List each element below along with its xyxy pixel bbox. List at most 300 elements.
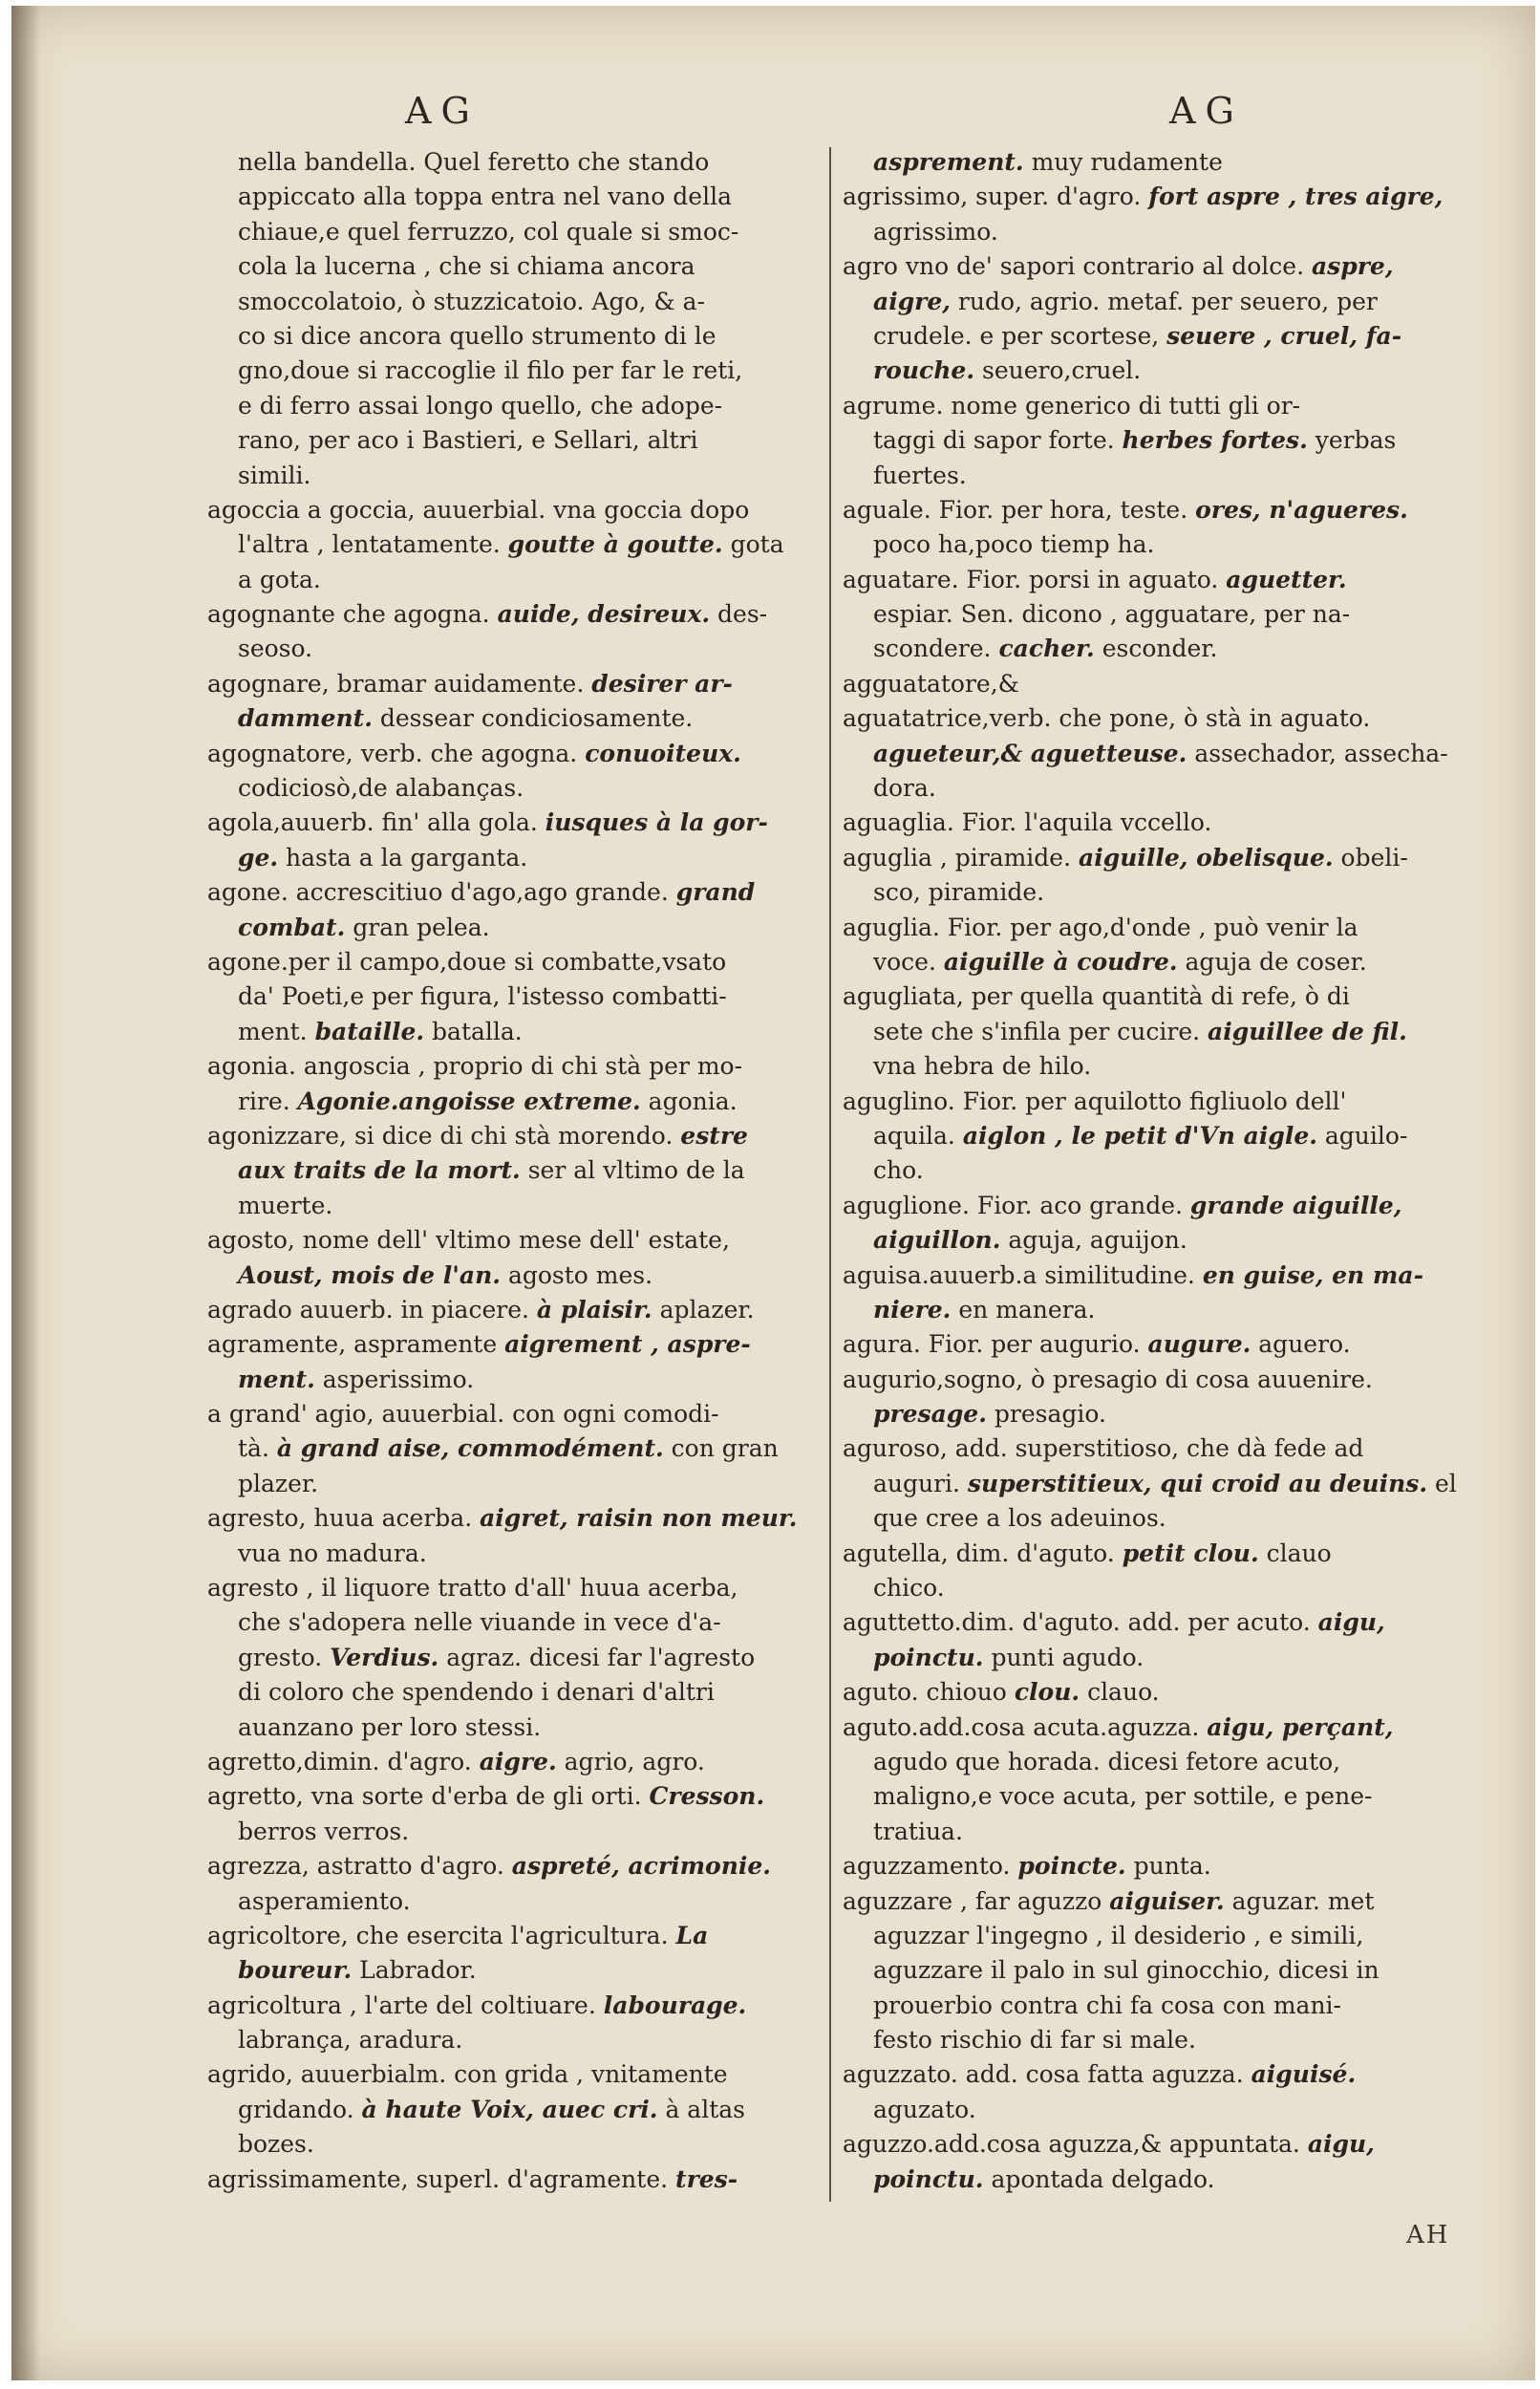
line-text: agugliata, per quella quantità di refe, ò di (843, 982, 1350, 1011)
dictionary-line (843, 1189, 1502, 1223)
line-text: agrissimamente, superl. d'agramente. (207, 2164, 669, 2193)
line-text: agognante che agogna. (207, 600, 490, 629)
line-text: sco, piramide. (873, 878, 1045, 907)
french-gloss: La (675, 1921, 709, 1949)
line-text: aguglia. Fior. per ago,d'onde , può venir la (843, 913, 1358, 941)
dictionary-line (207, 701, 819, 736)
line-text: taggi di sapor forte. (873, 426, 1115, 455)
dictionary-line (843, 319, 1502, 354)
spanish-gloss: des- (717, 600, 768, 629)
dictionary-line (207, 1431, 819, 1466)
dictionary-line (207, 145, 819, 180)
line-text: que cree a los adeuinos. (873, 1504, 1166, 1533)
dictionary-line (207, 354, 819, 388)
line-text: agricoltura , l'arte del coltiuare. (207, 1991, 596, 2019)
dictionary-line (843, 737, 1502, 771)
dictionary-line (207, 2023, 819, 2057)
line-text: appiccato alla toppa entra nel vano della (238, 183, 732, 211)
dictionary-line (843, 493, 1502, 527)
page-edge-shadow (11, 6, 40, 2380)
french-gloss: bataille. (314, 1017, 425, 1045)
dictionary-line (207, 1085, 819, 1119)
line-text: agresto , il liquore tratto d'all' huua acerba, (207, 1574, 738, 1603)
line-text: agola,auuerb. fin' alla gola. (207, 808, 538, 837)
french-gloss: agueteur,& aguetteuse. (873, 739, 1187, 767)
line-text: a gota. (238, 565, 321, 593)
line-text: bozes. (238, 2130, 314, 2159)
spanish-gloss: aguero. (1258, 1330, 1351, 1359)
dictionary-line (207, 285, 819, 319)
dictionary-line (843, 1259, 1502, 1293)
dictionary-line (843, 1015, 1502, 1049)
dictionary-line (207, 1049, 819, 1084)
line-text: fuertes. (873, 461, 967, 489)
dictionary-line (843, 1501, 1502, 1536)
french-gloss: aguetter. (1226, 565, 1347, 593)
dictionary-line (843, 2127, 1502, 2162)
dictionary-line (207, 1015, 819, 1049)
dictionary-line (207, 1919, 819, 1953)
dictionary-line (207, 493, 819, 527)
line-text: agognatore, verb. che agogna. (207, 739, 578, 767)
line-text: labrança, aradura. (238, 2026, 463, 2055)
dictionary-line (843, 701, 1502, 736)
dictionary-line (843, 1327, 1502, 1362)
dictionary-line (207, 1745, 819, 1779)
dictionary-line (843, 2023, 1502, 2057)
dictionary-line (207, 911, 819, 945)
dictionary-line (207, 841, 819, 875)
dictionary-line (207, 1189, 819, 1223)
french-gloss: clou. (1014, 1678, 1080, 1707)
spanish-gloss: el (1435, 1469, 1457, 1497)
dictionary-line (207, 319, 819, 354)
french-gloss: combat. (238, 913, 346, 941)
line-text: agrezza, astratto d'agro. (207, 1852, 504, 1881)
dictionary-line (207, 945, 819, 979)
running-head-left: AG (405, 90, 480, 132)
line-text: agone.per il campo,doue si combatte,vsato (207, 947, 727, 976)
dictionary-line (207, 423, 819, 458)
dictionary-line (843, 1119, 1502, 1153)
line-text: aguglia , piramide. (843, 843, 1072, 872)
dictionary-line (843, 1849, 1502, 1883)
french-gloss: herbes fortes. (1122, 426, 1308, 455)
dictionary-line (843, 1711, 1502, 1745)
dictionary-line (843, 771, 1502, 806)
line-text: aguisa.auuerb.a similitudine. (843, 1260, 1195, 1289)
line-text: aguto. chiouo (843, 1678, 1007, 1707)
dictionary-line (843, 215, 1502, 249)
dictionary-line (207, 771, 819, 806)
line-text: smoccolatoio, ò stuzzicatoio. Ago, & a- (238, 287, 705, 315)
dictionary-line (207, 1259, 819, 1293)
french-gloss: Verdius. (330, 1643, 439, 1671)
dictionary-line (207, 1641, 819, 1675)
spanish-gloss: punta. (1133, 1852, 1211, 1881)
line-text: agramente, aspramente (207, 1330, 498, 1359)
line-text: aguroso, add. superstitioso, che dà fede ad (843, 1434, 1364, 1463)
french-gloss: iusques à la gor- (545, 808, 768, 837)
french-gloss: à haute Voix, auec cri. (361, 2095, 658, 2123)
line-text: di coloro che spendendo i denari d'altri (238, 1678, 715, 1707)
line-text: asperamiento. (238, 1886, 411, 1915)
spanish-gloss: yerbas (1315, 426, 1397, 455)
french-gloss: grand (675, 878, 756, 907)
dictionary-line (843, 667, 1502, 701)
french-gloss: aux traits de la mort. (238, 1156, 521, 1185)
french-gloss: aiguiser. (1109, 1886, 1225, 1915)
french-gloss: ores, n'agueres. (1195, 495, 1408, 524)
dictionary-line (207, 1363, 819, 1397)
line-text: aguzzamento. (843, 1852, 1011, 1881)
dictionary-line (843, 1675, 1502, 1710)
line-text: tà. (238, 1434, 269, 1463)
french-gloss: presage. (873, 1400, 987, 1429)
french-gloss: conuoiteux. (585, 739, 741, 767)
dictionary-line (843, 1363, 1502, 1397)
line-text: maligno,e voce acuta, per sottile, e pene- (873, 1782, 1373, 1811)
dictionary-line (843, 389, 1502, 423)
french-gloss: asprement. (873, 148, 1024, 176)
french-gloss: aigu, (1307, 2130, 1375, 2159)
spanish-gloss: aguzar. met (1231, 1886, 1375, 1915)
line-text: cola la lucerna , che si chiama ancora (238, 252, 695, 281)
line-text: co si dice ancora quello strumento di le (238, 321, 717, 350)
line-text: muerte. (238, 1191, 333, 1219)
line-text: aguale. Fior. per hora, teste. (843, 495, 1188, 524)
dictionary-line (843, 1293, 1502, 1327)
line-text: agoccia a goccia, auuerbial. vna goccia dopo (207, 495, 750, 524)
french-gloss: damment. (238, 704, 373, 733)
dictionary-line (207, 1711, 819, 1745)
french-gloss: superstitieux, qui croid au deuins. (967, 1469, 1428, 1497)
french-gloss: aigre. (479, 1747, 557, 1776)
french-gloss: seuere , cruel, fa- (1166, 321, 1402, 350)
line-text: crudele. e per scortese, (873, 321, 1160, 350)
line-text: espiar. Sen. dicono , agguatare, per na- (873, 600, 1351, 629)
line-text: aguaglia. Fior. l'aquila vccello. (843, 808, 1212, 837)
line-text: aguatare. Fior. porsi in aguato. (843, 565, 1219, 593)
dictionary-line (843, 2093, 1502, 2127)
line-text: agosto, nome dell' vltimo mese dell' estate, (207, 1226, 730, 1255)
line-text: aguttetto.dim. d'aguto. add. per acuto. (843, 1608, 1311, 1637)
line-text: chiaue,e quel ferruzzo, col quale si smoc- (238, 217, 739, 246)
line-text: agguatatore,& (843, 669, 1019, 698)
dictionary-line (207, 597, 819, 632)
dictionary-line (207, 527, 819, 562)
running-head-right: AG (1169, 90, 1244, 132)
dictionary-line (843, 2057, 1502, 2092)
spanish-gloss: agonia. (648, 1087, 738, 1115)
dictionary-line (207, 737, 819, 771)
dictionary-line (207, 389, 819, 423)
line-text: gridando. (238, 2095, 354, 2123)
line-text: tratiua. (873, 1817, 963, 1845)
dictionary-line (207, 2163, 819, 2197)
dictionary-line (207, 180, 819, 214)
line-text: agricoltore, che esercita l'agricultura. (207, 1921, 669, 1949)
dictionary-line (207, 1849, 819, 1883)
line-text: auanzano per loro stessi. (238, 1712, 542, 1741)
french-gloss: augure. (1147, 1330, 1251, 1359)
column-divider (829, 147, 831, 2202)
line-text: agrado auuerb. in piacere. (207, 1295, 529, 1324)
dictionary-line (207, 2093, 819, 2127)
spanish-gloss: apontada delgado. (991, 2164, 1215, 2193)
dictionary-line (207, 1537, 819, 1571)
spanish-gloss: presagio. (994, 1400, 1106, 1429)
french-gloss: Cresson. (649, 1782, 765, 1811)
line-text: aguzzare il palo in sul ginocchio, dicesi in (873, 1956, 1380, 1985)
spanish-gloss: seuero,cruel. (981, 356, 1142, 385)
dictionary-line (207, 1884, 819, 1919)
line-text: aquila. (873, 1121, 955, 1150)
french-gloss: boureur. (238, 1956, 353, 1985)
french-gloss: poincte. (1017, 1852, 1126, 1881)
french-gloss: aigu, perçant, (1207, 1712, 1394, 1741)
dictionary-line (207, 632, 819, 666)
dictionary-line (843, 1745, 1502, 1779)
line-text: festo rischio di far si male. (873, 2026, 1196, 2055)
french-gloss: aiguille à coudre. (943, 947, 1178, 976)
dictionary-line (207, 1119, 819, 1153)
french-gloss: en guise, en ma- (1202, 1260, 1423, 1289)
dictionary-line (207, 1779, 819, 1814)
line-text: poco ha,poco tiemp ha. (873, 530, 1155, 559)
french-gloss: goutte à goutte. (507, 530, 723, 559)
french-gloss: à grand aise, commodément. (276, 1434, 664, 1463)
dictionary-line (843, 1815, 1502, 1849)
line-text: agone. accrescitiuo d'ago,ago grande. (207, 878, 669, 907)
dictionary-line (207, 2057, 819, 2092)
french-gloss: ge. (238, 843, 279, 872)
line-text: agrissimo. (873, 217, 998, 246)
line-text: aguzzar l'ingegno , il desiderio , e simili, (873, 1921, 1364, 1949)
line-text: seoso. (238, 635, 313, 663)
dictionary-line (207, 667, 819, 701)
dictionary-line (843, 632, 1502, 666)
dictionary-line (207, 1815, 819, 1849)
line-text: berros verros. (238, 1817, 410, 1845)
spanish-gloss: muy rudamente (1031, 148, 1223, 176)
line-text: da' Poeti,e per figura, l'istesso combatti- (238, 982, 727, 1011)
french-gloss: aiguisé. (1251, 2060, 1357, 2089)
french-gloss: cacher. (998, 635, 1095, 663)
spanish-gloss: assechador, assecha- (1194, 739, 1448, 767)
line-text: gno,doue si raccoglie il filo per far le reti, (238, 356, 743, 385)
spanish-gloss: asperissimo. (322, 1365, 475, 1393)
french-gloss: aigu, (1317, 1608, 1385, 1637)
dictionary-line (843, 1467, 1502, 1501)
dictionary-line (207, 1953, 819, 1988)
line-text: aguzzare , far aguzzo (843, 1886, 1102, 1915)
dictionary-line (843, 459, 1502, 493)
line-text: aguto.add.cosa acuta.aguzza. (843, 1712, 1200, 1741)
line-text: vua no madura. (238, 1539, 427, 1567)
line-text: agrido, auuerbialm. con grida , vnitamente (207, 2060, 728, 2089)
dictionary-line (207, 1223, 819, 1258)
line-text: che s'adopera nelle viuande in vece d'a- (238, 1608, 721, 1637)
spanish-gloss: aguja de coser. (1185, 947, 1367, 976)
line-text: agrume. nome generico di tutti gli or- (843, 391, 1301, 420)
line-text: rano, per aco i Bastieri, e Sellari, altri (238, 426, 698, 455)
dictionary-line (843, 1223, 1502, 1258)
dictionary-line (843, 145, 1502, 180)
dictionary-line (207, 215, 819, 249)
dictionary-line (843, 423, 1502, 458)
dictionary-line (843, 979, 1502, 1014)
spanish-gloss: aguilo- (1324, 1121, 1408, 1150)
dictionary-line (843, 1953, 1502, 1988)
line-text: cho. (873, 1156, 924, 1185)
dictionary-line (207, 1989, 819, 2023)
dictionary-line (207, 1153, 819, 1188)
dictionary-line (843, 1641, 1502, 1675)
spanish-gloss: aguja, aguijon. (1008, 1226, 1187, 1255)
line-text: agresto, huua acerba. (207, 1504, 473, 1533)
line-text: agrissimo, super. d'agro. (843, 183, 1142, 211)
line-text: augurio,sogno, ò presagio di cosa auuenire. (843, 1365, 1373, 1393)
line-text: rire. (238, 1087, 290, 1115)
french-gloss: tres- (675, 2164, 738, 2193)
french-gloss: à plaisir. (536, 1295, 652, 1324)
book-page (11, 6, 1535, 2380)
line-text: agognare, bramar auidamente. (207, 669, 585, 698)
line-text: l'altra , lentatamente. (238, 530, 501, 559)
french-gloss: aiguillee de fil. (1208, 1017, 1407, 1045)
dictionary-line (843, 597, 1502, 632)
line-text: agudo que horada. dicesi fetore acuto, (873, 1747, 1341, 1776)
french-gloss: aigrement , aspre- (504, 1330, 751, 1359)
line-text: scondere. (873, 635, 992, 663)
dictionary-line (207, 1605, 819, 1640)
french-gloss: auide, desireux. (497, 600, 711, 629)
dictionary-line (843, 2163, 1502, 2197)
spanish-gloss: en manera. (958, 1295, 1096, 1324)
right-column (843, 145, 1502, 2197)
dictionary-line (843, 1537, 1502, 1571)
french-gloss: aiglon , le petit d'Vn aigle. (962, 1121, 1317, 1150)
line-text: aguglino. Fior. per aquilotto figliuolo dell' (843, 1087, 1347, 1115)
spanish-gloss: clauo (1266, 1539, 1332, 1567)
line-text: sete che s'infila per cucire. (873, 1017, 1201, 1045)
dictionary-line (207, 249, 819, 284)
french-gloss: aigre, (873, 287, 951, 315)
left-column (207, 145, 819, 2197)
line-text: agretto, vna sorte d'erba de gli orti. (207, 1782, 642, 1811)
line-text: aguzzato. add. cosa fatta aguzza. (843, 2060, 1244, 2089)
dictionary-line (843, 1049, 1502, 1084)
dictionary-line (843, 1431, 1502, 1466)
dictionary-line (843, 1397, 1502, 1431)
dictionary-line (207, 806, 819, 840)
french-gloss: fort aspre , tres aigre, (1148, 183, 1444, 211)
line-text: gresto. (238, 1643, 323, 1671)
dictionary-line (843, 806, 1502, 840)
dictionary-line (843, 1989, 1502, 2023)
dictionary-line (207, 1327, 819, 1362)
french-gloss: aspreté, acrimonie. (511, 1852, 771, 1881)
line-text: aguzzo.add.cosa aguzza,& appuntata. (843, 2130, 1300, 2159)
dictionary-line (207, 1293, 819, 1327)
line-text: nella bandella. Quel feretto che stando (238, 148, 710, 176)
dictionary-line (843, 1919, 1502, 1953)
line-text: plazer. (238, 1469, 319, 1497)
dictionary-line (843, 1571, 1502, 1605)
line-text: agura. Fior. per augurio. (843, 1330, 1141, 1359)
french-gloss: desirer ar- (591, 669, 733, 698)
line-text: ment. (238, 1017, 308, 1045)
spanish-gloss: agosto mes. (507, 1260, 653, 1289)
french-gloss: poinctu. (873, 1643, 984, 1671)
dictionary-line (207, 1501, 819, 1536)
dictionary-line (843, 1884, 1502, 1919)
dictionary-line (843, 527, 1502, 562)
spanish-gloss: agrio, agro. (564, 1747, 705, 1776)
french-gloss: grande aiguille, (1189, 1191, 1402, 1219)
dictionary-line (843, 180, 1502, 214)
french-gloss: Aoust, mois de l'an. (238, 1260, 501, 1289)
french-gloss: rouche. (873, 356, 975, 385)
dictionary-line (843, 1153, 1502, 1188)
spanish-gloss: agraz. dicesi far l'agresto (446, 1643, 756, 1671)
dictionary-line (207, 1571, 819, 1605)
dictionary-line (843, 911, 1502, 945)
spanish-gloss: batalla. (432, 1017, 523, 1045)
dictionary-line (207, 1467, 819, 1501)
dictionary-line (843, 249, 1502, 284)
line-text: simili. (238, 461, 311, 489)
spanish-gloss: obeli- (1340, 843, 1408, 872)
french-gloss: estre (680, 1121, 748, 1150)
catchword: AH (1406, 2221, 1450, 2249)
french-gloss: aiguille, obelisque. (1079, 843, 1334, 872)
dictionary-line (843, 1085, 1502, 1119)
line-text: aguglione. Fior. aco grande. (843, 1191, 1183, 1219)
line-text: e di ferro assai longo quello, che adope- (238, 391, 723, 420)
line-text: agonia. angoscia , proprio di chi stà per mo- (207, 1052, 743, 1081)
spanish-gloss: gota (730, 530, 784, 559)
line-text: auguri. (873, 1469, 961, 1497)
spanish-gloss: Labrador. (359, 1956, 477, 1985)
dictionary-line (843, 841, 1502, 875)
french-gloss: ment. (238, 1365, 315, 1393)
dictionary-line (843, 563, 1502, 597)
line-text: a grand' agio, auuerbial. con ogni comodi- (207, 1400, 719, 1429)
french-gloss: aiguillon. (873, 1226, 1001, 1255)
dictionary-line (843, 1605, 1502, 1640)
line-text: prouerbio contra chi fa cosa con mani- (873, 1991, 1341, 2019)
french-gloss: aspre, (1311, 252, 1394, 281)
dictionary-line (207, 875, 819, 910)
spanish-gloss: rudo, agrio. metaf. per seuero, per (957, 287, 1378, 315)
dictionary-line (843, 945, 1502, 979)
french-gloss: poinctu. (873, 2164, 984, 2193)
line-text: codiciosò,de alabanças. (238, 774, 524, 803)
spanish-gloss: esconder. (1102, 635, 1218, 663)
spanish-gloss: hasta a la garganta. (286, 843, 528, 872)
line-text: agro vno de' sapori contrario al dolce. (843, 252, 1305, 281)
spanish-gloss: gran pelea. (353, 913, 490, 941)
line-text: voce. (873, 947, 936, 976)
dictionary-line (843, 354, 1502, 388)
french-gloss: niere. (873, 1295, 952, 1324)
dictionary-line (843, 285, 1502, 319)
spanish-gloss: con gran (671, 1434, 779, 1463)
french-gloss: petit clou. (1122, 1539, 1259, 1567)
line-text: agonizzare, si dice di chi stà morendo. (207, 1121, 674, 1150)
